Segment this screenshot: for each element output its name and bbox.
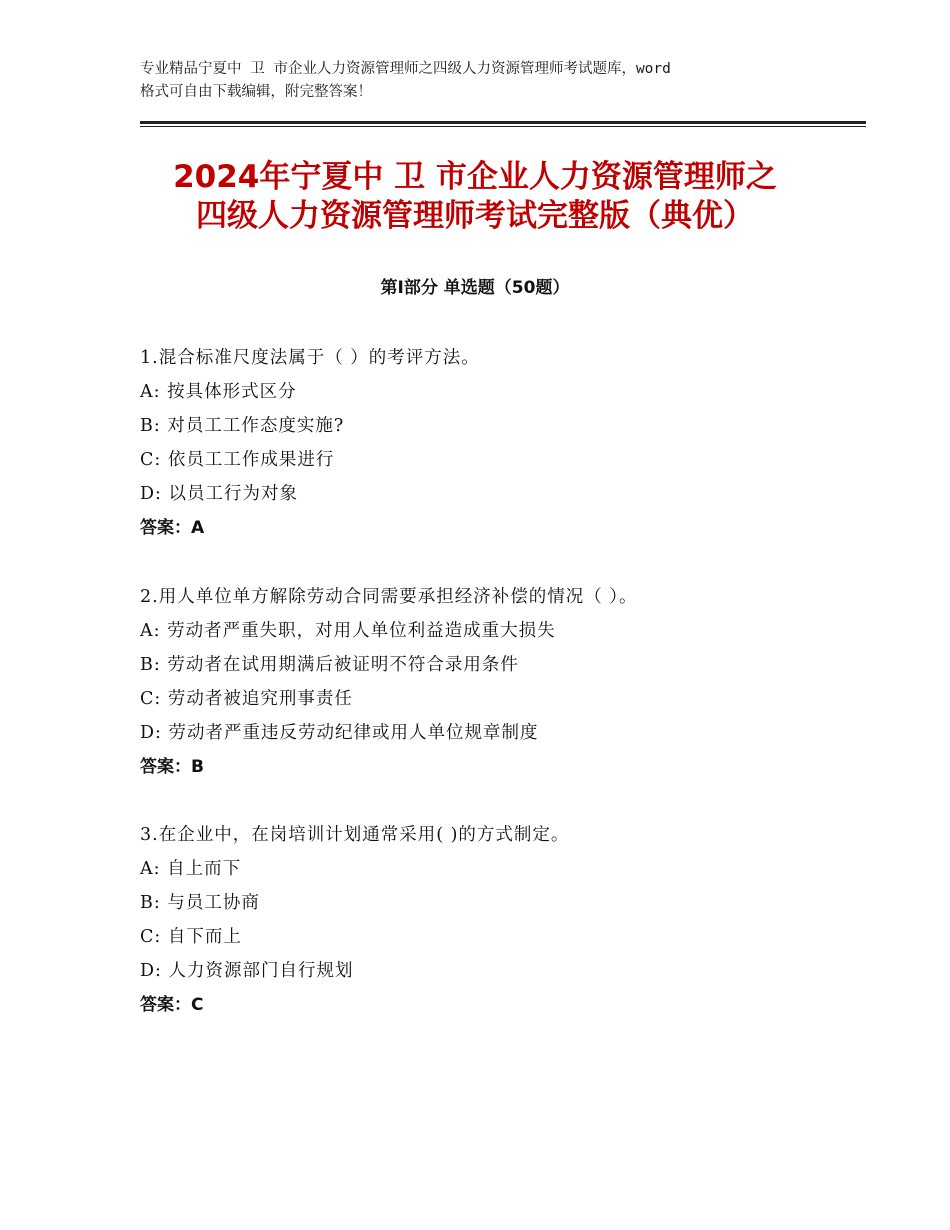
question-stem: 2.用人单位单方解除劳动合同需要承担经济补偿的情况（ ）。 — [140, 587, 638, 607]
answer-label: 答案：B — [140, 757, 204, 777]
document-title-line-1: 2024年宁夏中 卫 市企业人力资源管理师之 — [173, 159, 777, 195]
header-rule-thin — [140, 126, 866, 127]
header-rule-thick — [140, 121, 866, 124]
option-b: B: 对员工工作态度实施? — [140, 416, 345, 436]
question-stem: 3.在企业中，在岗培训计划通常采用( )的方式制定。 — [140, 825, 570, 845]
option-c: C: 依员工工作成果进行 — [140, 450, 335, 470]
question-1 — [140, 341, 840, 545]
question-2 — [140, 580, 840, 784]
option-d: D: 以员工行为对象 — [140, 484, 298, 504]
option-d: D: 劳动者严重违反劳动纪律或用人单位规章制度 — [140, 723, 539, 743]
header-note-line-2: 格式可自由下载编辑，附完整答案！ — [140, 84, 372, 100]
answer-label: 答案：A — [140, 518, 205, 538]
option-a: A: 自上而下 — [140, 859, 242, 879]
question-3 — [140, 818, 840, 1022]
document-title-line-2: 四级人力资源管理师考试完整版（典优） — [196, 198, 754, 234]
option-a: A: 按具体形式区分 — [140, 382, 297, 402]
option-b: B: 劳动者在试用期满后被证明不符合录用条件 — [140, 655, 519, 675]
section-heading: 第Ⅰ部分 单选题（50题） — [380, 278, 570, 298]
option-c: C: 劳动者被追究刑事责任 — [140, 689, 353, 709]
option-a: A: 劳动者严重失职，对用人单位利益造成重大损失 — [140, 621, 556, 641]
option-d: D: 人力资源部门自行规划 — [140, 961, 354, 981]
document-title — [0, 158, 950, 236]
header-note — [140, 58, 830, 104]
question-stem: 1.混合标准尺度法属于（ ）的考评方法。 — [140, 348, 480, 368]
option-b: B: 与员工协商 — [140, 893, 260, 913]
answer-label: 答案：C — [140, 995, 204, 1015]
option-c: C: 自下而上 — [140, 927, 242, 947]
header-note-line-1: 专业精品宁夏中 卫 市企业人力资源管理师之四级人力资源管理师考试题库，word — [140, 61, 671, 77]
